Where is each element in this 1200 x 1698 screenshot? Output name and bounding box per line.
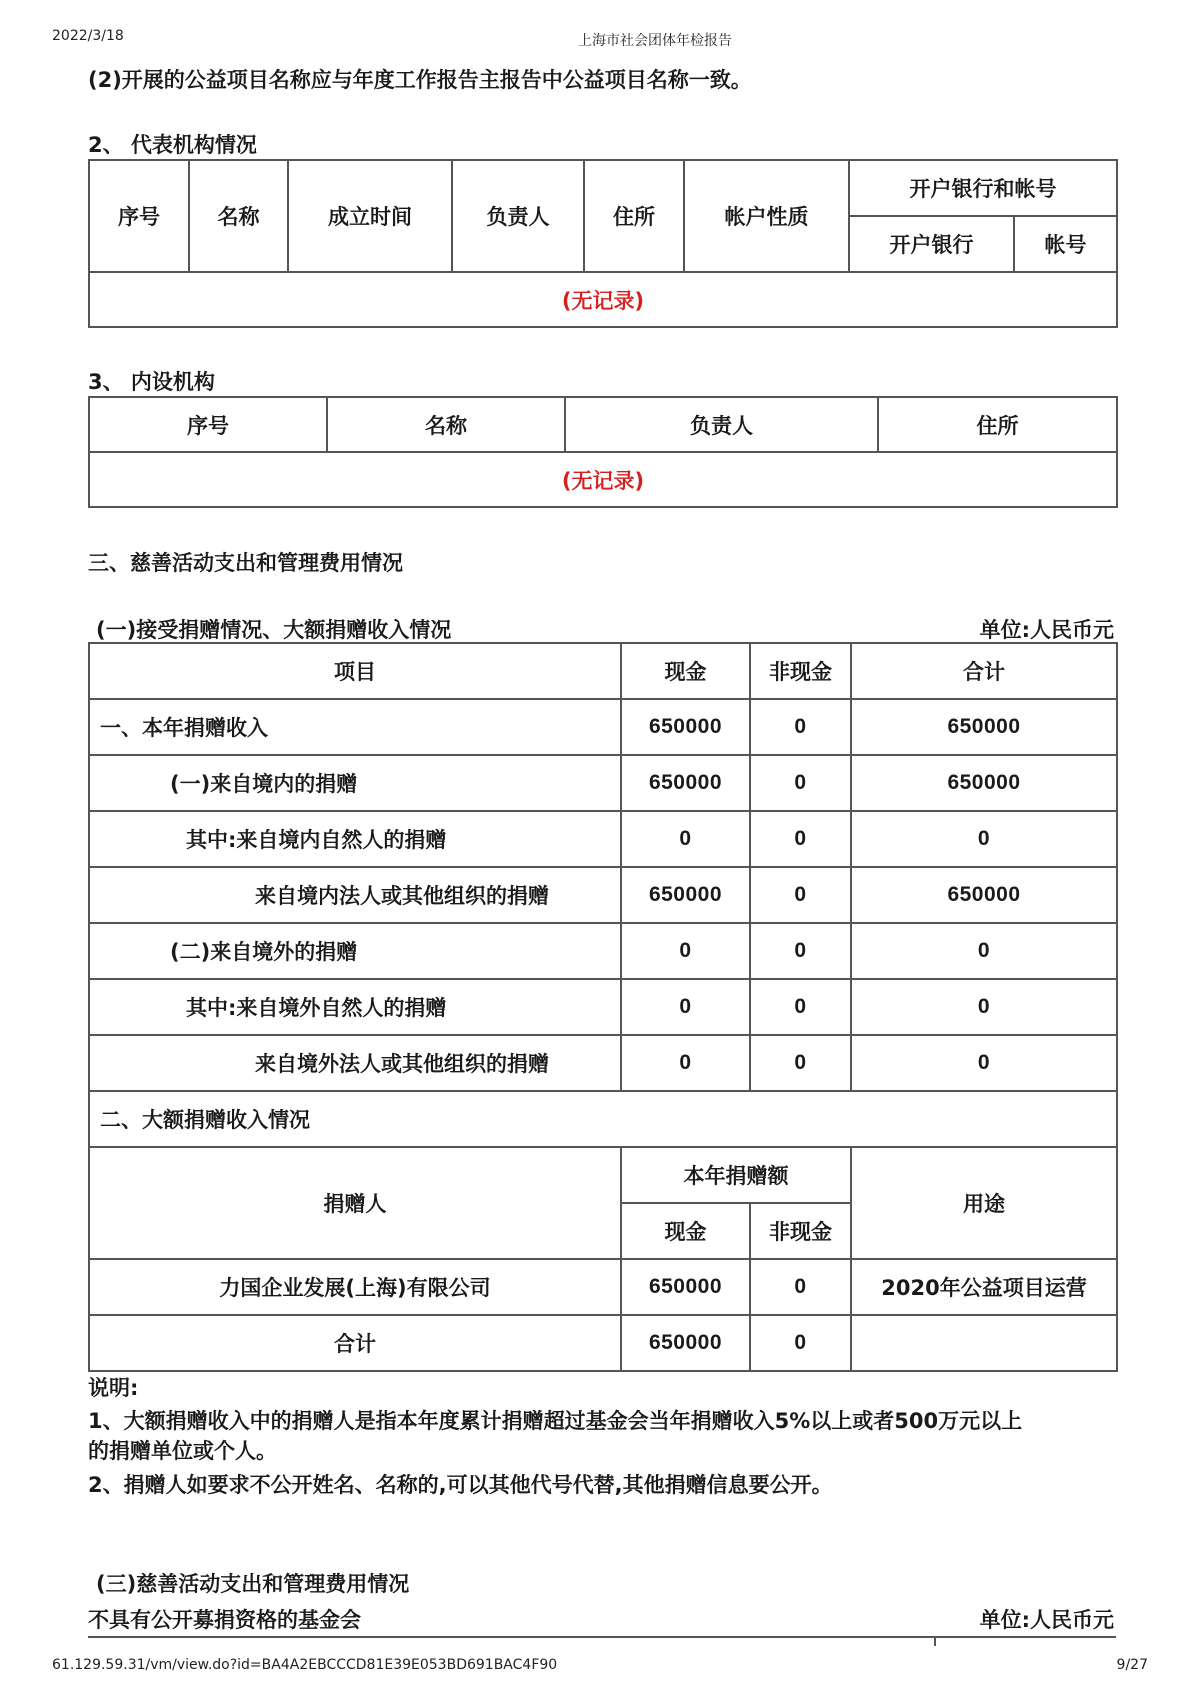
col-header-bank: 开户银行 (849, 216, 1014, 272)
row-label: 来自境内法人或其他组织的捐赠 (89, 867, 621, 923)
col-header-annual-amount: 本年捐赠额 (621, 1147, 851, 1203)
cash-value: 650000 (621, 699, 750, 755)
row-label: (一)来自境内的捐赠 (89, 755, 621, 811)
no-record-text: (无记录) (89, 272, 1117, 327)
total-value: 650000 (851, 699, 1117, 755)
intro-note: (2)开展的公益项目名称应与年度工作报告主报告中公益项目名称一致。 (88, 68, 752, 92)
donation-table (88, 642, 1118, 1372)
page-number: 9/27 (1116, 1657, 1148, 1673)
table-row (89, 923, 1117, 979)
col-header-address: 住所 (878, 397, 1117, 452)
section-internal-title: 3、 内设机构 (88, 370, 215, 394)
large-donation-title: 二、大额捐赠收入情况 (89, 1091, 1117, 1147)
internal-dept-table (88, 396, 1118, 508)
col-header-address: 住所 (584, 160, 684, 272)
col-header-cash: 现金 (621, 1203, 750, 1259)
row-label: (二)来自境外的捐赠 (89, 923, 621, 979)
note-line-1b: 的捐赠单位或个人。 (88, 1439, 277, 1463)
print-date: 2022/3/18 (52, 28, 124, 44)
col-header-leader: 负责人 (452, 160, 584, 272)
table-row (89, 811, 1117, 867)
document-title: 上海市社会团体年检报告 (578, 33, 732, 49)
expense-title: (三)慈善活动支出和管理费用情况 (96, 1572, 410, 1596)
cash-value: 650000 (621, 867, 750, 923)
table-row (89, 755, 1117, 811)
section-rep-title: 2、 代表机构情况 (88, 133, 257, 157)
cash-value: 650000 (621, 1259, 750, 1315)
table-top-border (88, 1636, 1116, 1638)
purpose-value: 2020年公益项目运营 (851, 1259, 1117, 1315)
col-header-name: 名称 (327, 397, 565, 452)
total-value: 650000 (851, 755, 1117, 811)
unit-label: 单位:人民币元 (979, 1608, 1114, 1632)
total-row (89, 1315, 1117, 1371)
cash-value: 650000 (621, 1315, 750, 1371)
section-charity-title: 三、慈善活动支出和管理费用情况 (88, 551, 403, 575)
noncash-value: 0 (750, 699, 851, 755)
total-value: 650000 (851, 867, 1117, 923)
unit-label: 单位:人民币元 (979, 618, 1114, 642)
purpose-value (851, 1315, 1117, 1371)
col-header-total: 合计 (851, 643, 1117, 699)
col-header-bank-account-group: 开户银行和帐号 (849, 160, 1117, 216)
col-header-name: 名称 (189, 160, 288, 272)
rep-office-table (88, 159, 1118, 328)
noncash-value: 0 (750, 1259, 851, 1315)
notes-title: 说明: (88, 1376, 139, 1400)
col-header-leader: 负责人 (565, 397, 878, 452)
table-row (89, 699, 1117, 755)
note-line-1: 1、大额捐赠收入中的捐赠人是指本年度累计捐赠超过基金会当年捐赠收入5%以上或者500万元以上 (88, 1409, 1023, 1433)
col-header-cash: 现金 (621, 643, 750, 699)
col-header-item: 项目 (89, 643, 621, 699)
table-row (89, 1035, 1117, 1091)
noncash-value: 0 (750, 979, 851, 1035)
noncash-value: 0 (750, 867, 851, 923)
col-header-founded: 成立时间 (288, 160, 452, 272)
total-value: 0 (851, 923, 1117, 979)
table-row (89, 1259, 1117, 1315)
col-header-account-no: 帐号 (1014, 216, 1117, 272)
row-label: 一、本年捐赠收入 (89, 699, 621, 755)
table-column-divider (934, 1636, 936, 1646)
note-line-2: 2、捐赠人如要求不公开姓名、名称的,可以其他代号代替,其他捐赠信息要公开。 (88, 1473, 833, 1497)
total-value: 0 (851, 811, 1117, 867)
noncash-value: 0 (750, 755, 851, 811)
table-row (89, 979, 1117, 1035)
page-url: 61.129.59.31/vm/view.do?id=BA4A2EBCCCD81E39E053BD691BAC4F90 (52, 1657, 558, 1673)
col-header-noncash: 非现金 (750, 1203, 851, 1259)
cash-value: 0 (621, 811, 750, 867)
total-label: 合计 (89, 1315, 621, 1371)
row-label: 来自境外法人或其他组织的捐赠 (89, 1035, 621, 1091)
donation-title: (一)接受捐赠情况、大额捐赠收入情况 (96, 618, 452, 642)
expense-subtitle: 不具有公开募捐资格的基金会 (88, 1608, 361, 1632)
donor-name: 力国企业发展(上海)有限公司 (89, 1259, 621, 1315)
cash-value: 0 (621, 923, 750, 979)
noncash-value: 0 (750, 923, 851, 979)
cash-value: 0 (621, 979, 750, 1035)
col-header-noncash: 非现金 (750, 643, 851, 699)
col-header-index: 序号 (89, 160, 189, 272)
col-header-donor: 捐赠人 (89, 1147, 621, 1259)
noncash-value: 0 (750, 1035, 851, 1091)
row-label: 其中:来自境内自然人的捐赠 (89, 811, 621, 867)
cash-value: 0 (621, 1035, 750, 1091)
row-label: 其中:来自境外自然人的捐赠 (89, 979, 621, 1035)
col-header-account-type: 帐户性质 (684, 160, 849, 272)
no-record-text: (无记录) (89, 452, 1117, 507)
table-row (89, 867, 1117, 923)
col-header-index: 序号 (89, 397, 327, 452)
total-value: 0 (851, 1035, 1117, 1091)
noncash-value: 0 (750, 1315, 851, 1371)
total-value: 0 (851, 979, 1117, 1035)
cash-value: 650000 (621, 755, 750, 811)
col-header-purpose: 用途 (851, 1147, 1117, 1259)
noncash-value: 0 (750, 811, 851, 867)
